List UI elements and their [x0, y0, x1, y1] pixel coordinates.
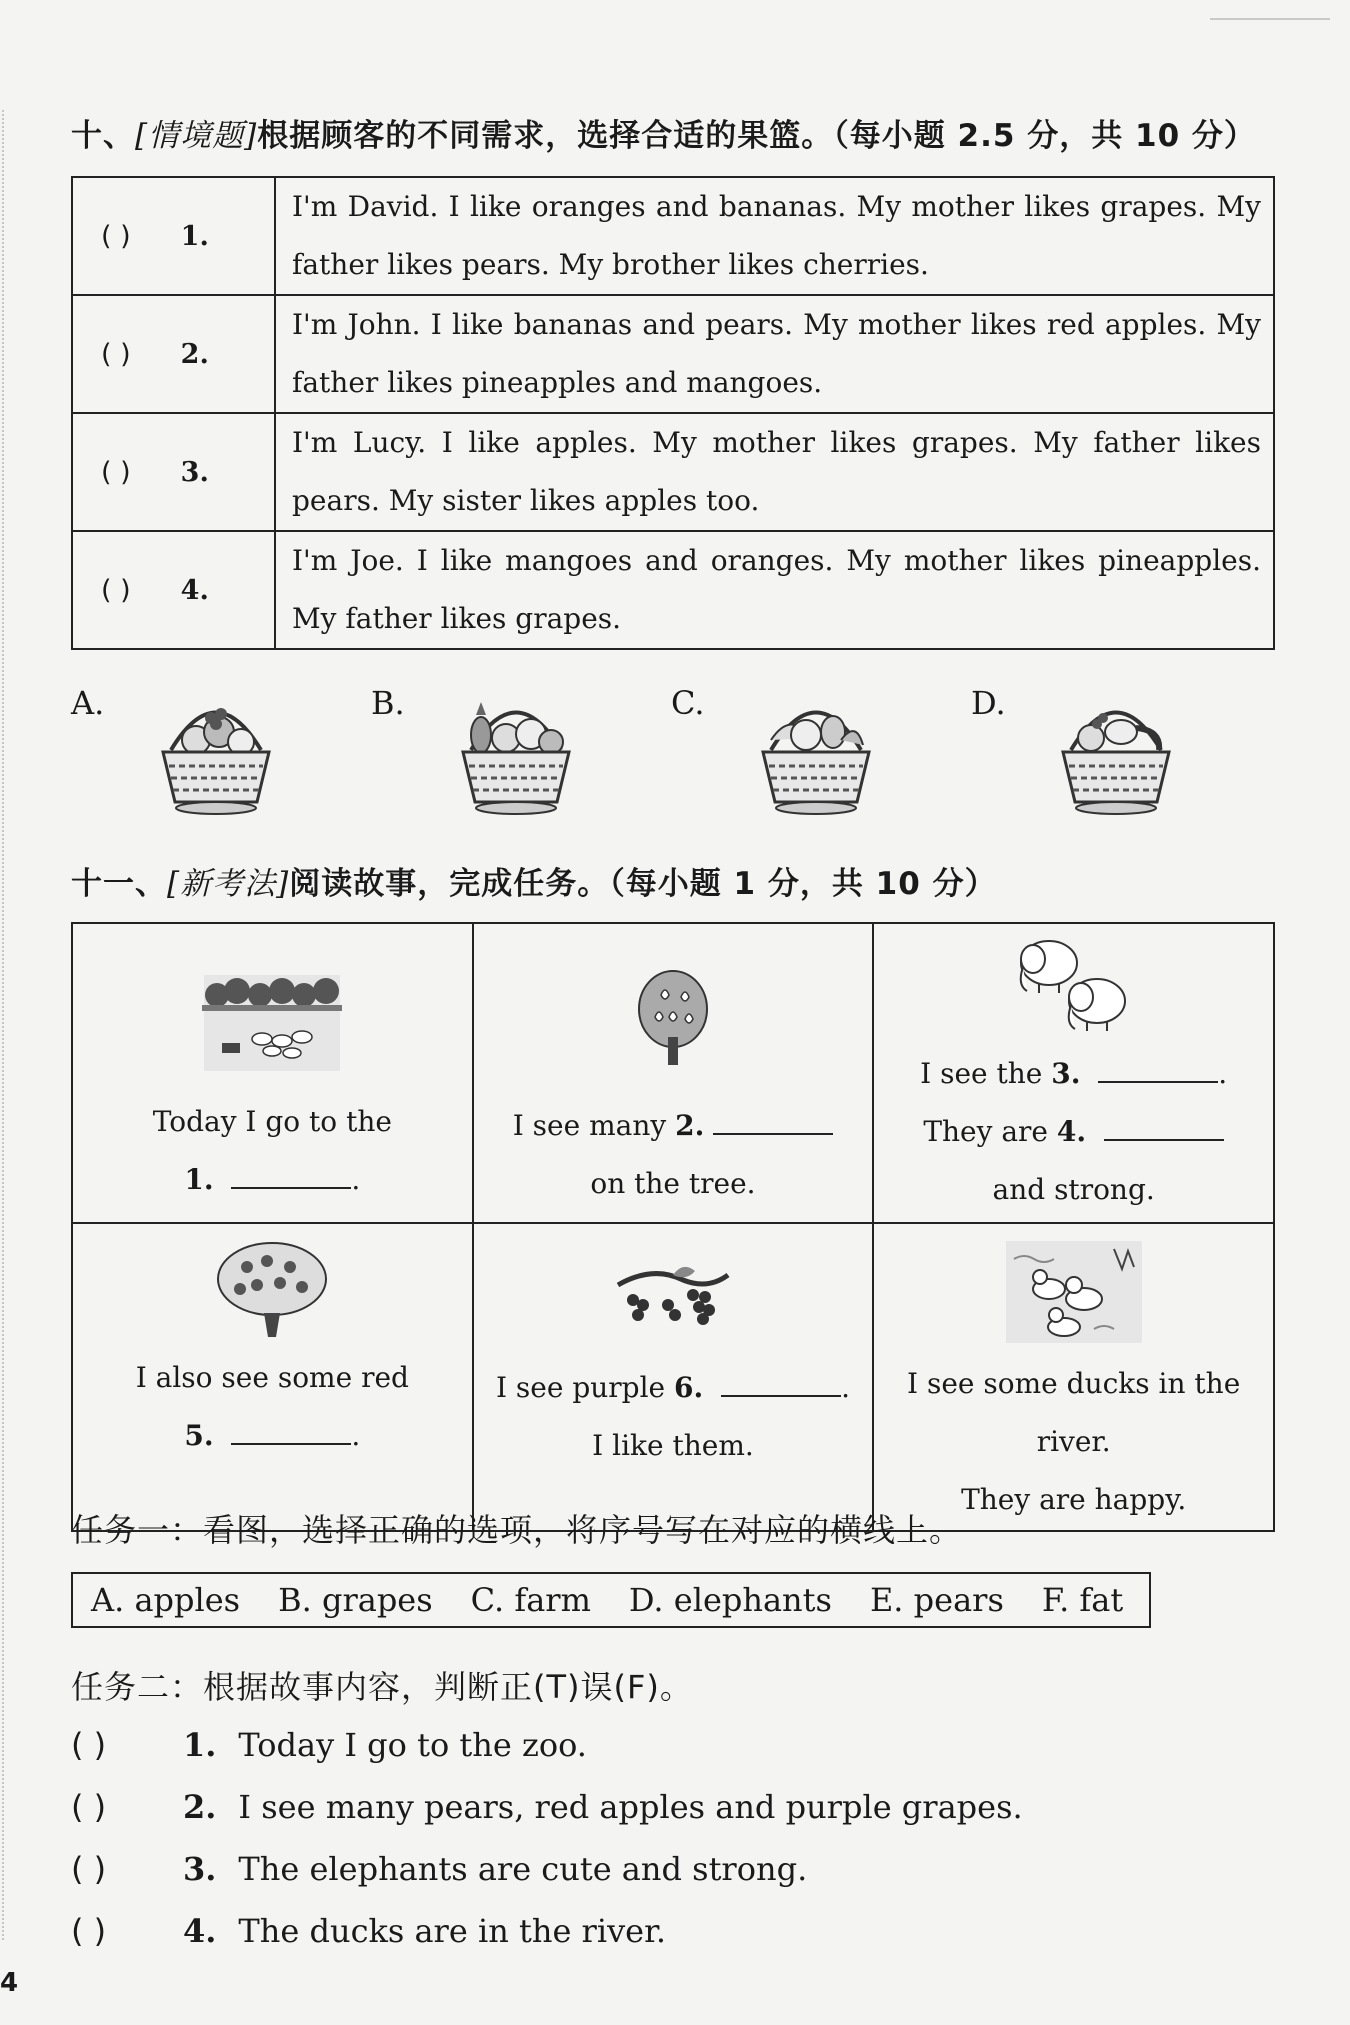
story-blank-line — [875, 1045, 1272, 1103]
question-number: 1. — [180, 220, 209, 252]
question-text: I'm Joe. I like mangoes and oranges. My mother likes pineapples. My father likes grapes. — [275, 531, 1274, 649]
task1-title: 任务一：看图，选择正确的选项，将序号写在对应的横线上。 — [71, 1511, 963, 1549]
item-number: 2. — [183, 1788, 217, 1826]
story-text: I like them. — [592, 1429, 754, 1462]
fruit-basket-icon — [751, 680, 881, 820]
option-item: A. apples — [91, 1581, 241, 1619]
tf-item — [71, 1788, 1023, 1826]
fruit-basket-icon — [1051, 680, 1181, 820]
blank-number: 6. — [674, 1371, 704, 1404]
answer-blank[interactable] — [713, 1105, 833, 1135]
blank-number: 2. — [675, 1109, 705, 1142]
answer-paren[interactable]: ( ) — [101, 574, 131, 606]
question-number-cell[interactable] — [72, 531, 275, 649]
answer-paren[interactable]: ( ) — [101, 456, 131, 488]
story-blank-line — [74, 1151, 471, 1209]
story-text: I see purple — [495, 1371, 666, 1404]
story-blank-line — [74, 1407, 471, 1465]
story-cell-2 — [473, 923, 874, 1223]
option-label: D. — [971, 684, 1006, 722]
story-text: Today I go to the — [152, 1105, 392, 1138]
table-row — [72, 531, 1274, 649]
option-item: F. fat — [1041, 1581, 1124, 1619]
story-text: I also see some red — [135, 1361, 409, 1394]
story-text: I see some ducks in the river. — [907, 1367, 1241, 1458]
story-text: They are — [923, 1115, 1048, 1148]
answer-blank[interactable] — [1104, 1111, 1224, 1141]
item-text: The elephants are cute and strong. — [238, 1850, 808, 1888]
story-blank-line — [475, 1097, 872, 1155]
apple-tree-picture — [212, 1239, 332, 1339]
ducks-picture — [1004, 1239, 1144, 1345]
section11-tag: [新考法] — [167, 866, 290, 902]
blank-number: 3. — [1051, 1057, 1081, 1090]
item-number: 1. — [183, 1726, 217, 1764]
answer-blank[interactable] — [231, 1415, 351, 1445]
fruit-basket-icon — [151, 680, 281, 820]
punctuation: . — [351, 1163, 361, 1196]
section11-heading — [71, 858, 997, 903]
story-text: They are happy. — [961, 1483, 1187, 1516]
story-text: I see the — [920, 1057, 1043, 1090]
section11-title: 阅读故事，完成任务。（每小题 1 分，共 10 分） — [289, 866, 997, 902]
page-number: 4 — [0, 1968, 19, 1998]
binding-margin-dots — [2, 110, 4, 1940]
question-number: 2. — [180, 338, 209, 370]
answer-paren[interactable]: ( ) — [71, 1912, 107, 1950]
option-item: E. pears — [869, 1581, 1004, 1619]
story-cell-3 — [873, 923, 1274, 1223]
question-text: I'm David. I like oranges and bananas. My mother likes grapes. My father likes pears. My brother likes cherries. — [275, 177, 1274, 295]
section10-tag: [情境题] — [135, 118, 258, 154]
story-cell-5 — [473, 1223, 874, 1531]
table-row — [72, 177, 1274, 295]
story-text: I see many — [512, 1109, 667, 1142]
blank-number: 1. — [184, 1163, 214, 1196]
section10-table — [71, 176, 1275, 650]
table-row — [72, 295, 1274, 413]
item-text: I see many pears, red apples and purple grapes. — [238, 1788, 1023, 1826]
tf-item — [71, 1912, 666, 1950]
section10-title: 根据顾客的不同需求，选择合适的果篮。（每小题 2.5 分，共 10 分） — [257, 118, 1256, 154]
story-text: and strong. — [992, 1173, 1155, 1206]
section11-number: 十一、 — [71, 866, 167, 902]
answer-paren[interactable]: ( ) — [71, 1850, 107, 1888]
story-table — [71, 922, 1275, 1532]
answer-paren[interactable]: ( ) — [101, 338, 131, 370]
grapes-picture — [613, 1255, 733, 1345]
option-label: C. — [671, 684, 705, 722]
answer-blank[interactable] — [1098, 1053, 1218, 1083]
answer-paren[interactable]: ( ) — [71, 1726, 107, 1764]
question-number: 3. — [180, 456, 209, 488]
story-cell-4 — [72, 1223, 473, 1531]
section10-heading — [71, 110, 1256, 155]
question-number-cell[interactable] — [72, 177, 275, 295]
blank-number: 4. — [1056, 1115, 1087, 1148]
option-box — [71, 1572, 1151, 1628]
item-number: 3. — [183, 1850, 217, 1888]
option-item: B. grapes — [278, 1581, 433, 1619]
answer-paren[interactable]: ( ) — [101, 220, 131, 252]
tf-item — [71, 1850, 807, 1888]
story-cell-6 — [873, 1223, 1274, 1531]
farm-picture — [202, 973, 342, 1073]
punctuation: . — [351, 1419, 361, 1452]
tf-item — [71, 1726, 587, 1764]
task2-title: 任务二：根据故事内容，判断正(T)误(F)。 — [71, 1668, 693, 1706]
fruit-basket-icon — [451, 680, 581, 820]
answer-blank[interactable] — [721, 1367, 841, 1397]
story-text: on the tree. — [590, 1167, 756, 1200]
section10-number: 十、 — [71, 118, 135, 154]
basket-options — [71, 680, 1275, 830]
option-item: C. farm — [470, 1581, 591, 1619]
story-blank-line — [475, 1359, 872, 1417]
story-blank-line — [875, 1103, 1272, 1161]
punctuation: . — [1218, 1057, 1228, 1090]
story-cell-1 — [72, 923, 473, 1223]
question-text: I'm John. I like bananas and pears. My mother likes red apples. My father likes pineapples and mangoes. — [275, 295, 1274, 413]
table-row — [72, 1223, 1274, 1531]
item-text: The ducks are in the river. — [238, 1912, 667, 1950]
table-row — [72, 923, 1274, 1223]
elephants-picture — [1009, 931, 1139, 1041]
option-label: A. — [71, 684, 105, 722]
answer-blank[interactable] — [231, 1159, 351, 1189]
tree-picture — [633, 967, 713, 1067]
item-number: 4. — [183, 1912, 217, 1950]
question-text: I'm Lucy. I like apples. My mother likes grapes. My father likes pears. My sister likes apples too. — [275, 413, 1274, 531]
top-rule — [1210, 18, 1330, 20]
blank-number: 5. — [184, 1419, 214, 1452]
punctuation: . — [841, 1371, 850, 1404]
option-item: D. elephants — [628, 1581, 832, 1619]
question-number-cell[interactable] — [72, 295, 275, 413]
table-row — [72, 413, 1274, 531]
answer-paren[interactable]: ( ) — [71, 1788, 107, 1826]
option-label: B. — [371, 684, 405, 722]
item-text: Today I go to the zoo. — [238, 1726, 587, 1764]
question-number: 4. — [180, 574, 209, 606]
question-number-cell[interactable] — [72, 413, 275, 531]
